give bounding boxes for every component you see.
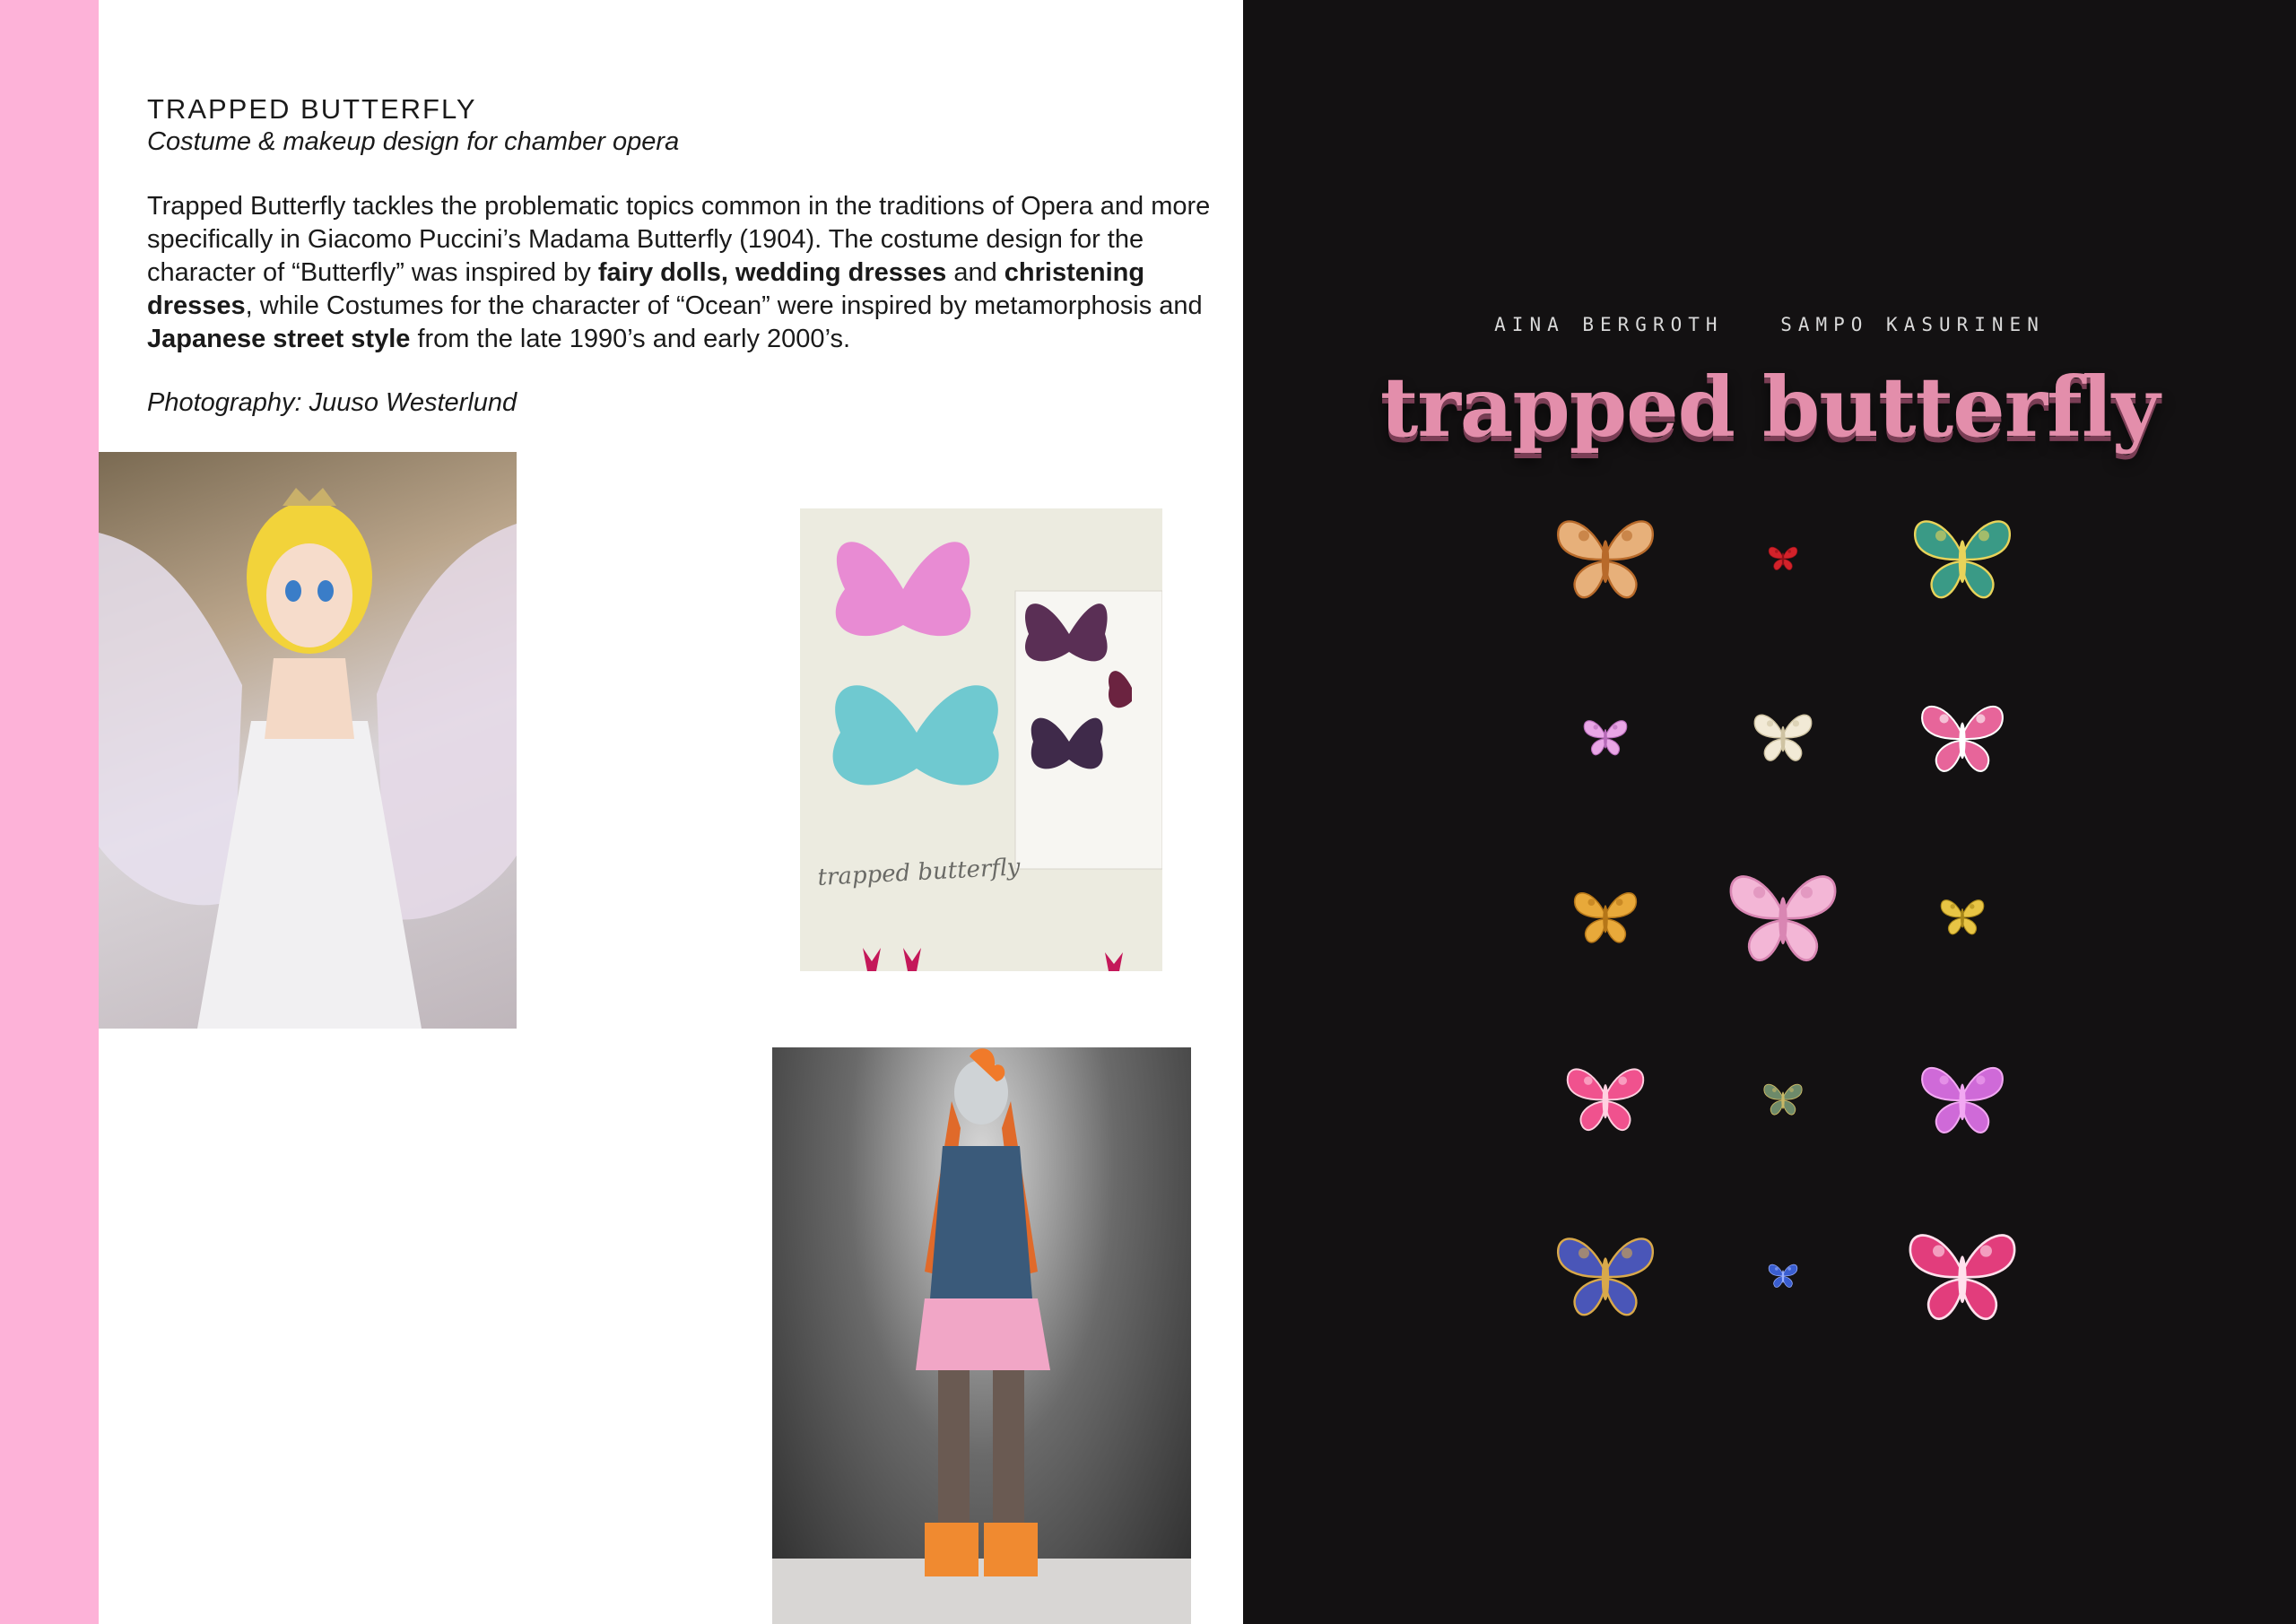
description-paragraph — [147, 190, 1223, 356]
butterfly-icon — [1917, 699, 2008, 777]
butterfly-icon — [1562, 1062, 1648, 1135]
film-poster — [1243, 0, 2296, 1624]
butterfly-icon — [1552, 512, 1659, 604]
description-text: from the late 1990’s and early 2000’s. — [410, 325, 851, 353]
fairy-doll-photo — [99, 452, 517, 1029]
poster-name: AINA BERGROTH — [1494, 314, 1724, 335]
description-highlight: fairy dolls, wedding dresses — [597, 258, 947, 287]
butterfly-icon — [1767, 1262, 1799, 1290]
butterfly-icon — [1552, 1229, 1659, 1321]
description-highlight: Japanese street style — [147, 325, 411, 353]
poster-name: SAMPO KASURINEN — [1780, 314, 2045, 335]
butterfly-icon — [1751, 709, 1815, 764]
description-text: Trapped Butterfly tackles the problematic topics common in the traditions of Opera and more specifically in Giacomo Puccini’s Madama Butterfly (1904). The costume design for the character of “Butterfly” was inspired by — [147, 192, 1211, 287]
fairy-doll-illustration — [99, 452, 517, 1029]
runway-costume-photo — [772, 1047, 1191, 1624]
runway-figure-illustration — [772, 1047, 1191, 1624]
photo-credit: Photography: Juuso Westerlund — [147, 388, 517, 417]
butterfly-icon — [1903, 1225, 2022, 1325]
page-title: TRAPPED BUTTERFLY — [147, 93, 477, 125]
butterfly-icon — [1724, 866, 1842, 967]
butterfly-icon — [1570, 887, 1640, 946]
butterfly-icon — [1917, 1060, 2008, 1138]
butterfly-icon — [1909, 512, 2016, 604]
collage-handwriting: trapped butterfly — [816, 854, 1022, 891]
butterfly-icon — [1761, 1081, 1805, 1117]
side-accent-strip — [0, 0, 99, 1624]
butterfly-icon — [1938, 896, 1987, 937]
description-text: , while Costumes for the character of “Ocean” were inspired by metamorphosis and — [245, 291, 1203, 320]
butterfly-icon — [1581, 716, 1630, 758]
poster-title: trapped butterfly — [1379, 359, 2160, 456]
poster-credits — [1243, 314, 2296, 335]
description-text: and — [946, 258, 1004, 287]
description-highlight: christening dresses — [147, 258, 1145, 320]
butterfly-icon — [1767, 544, 1799, 572]
butterfly-collage-photo — [800, 508, 1162, 971]
page-subtitle: Costume & makeup design for chamber opera — [147, 127, 680, 156]
butterfly-collage-illustration — [800, 508, 1162, 971]
